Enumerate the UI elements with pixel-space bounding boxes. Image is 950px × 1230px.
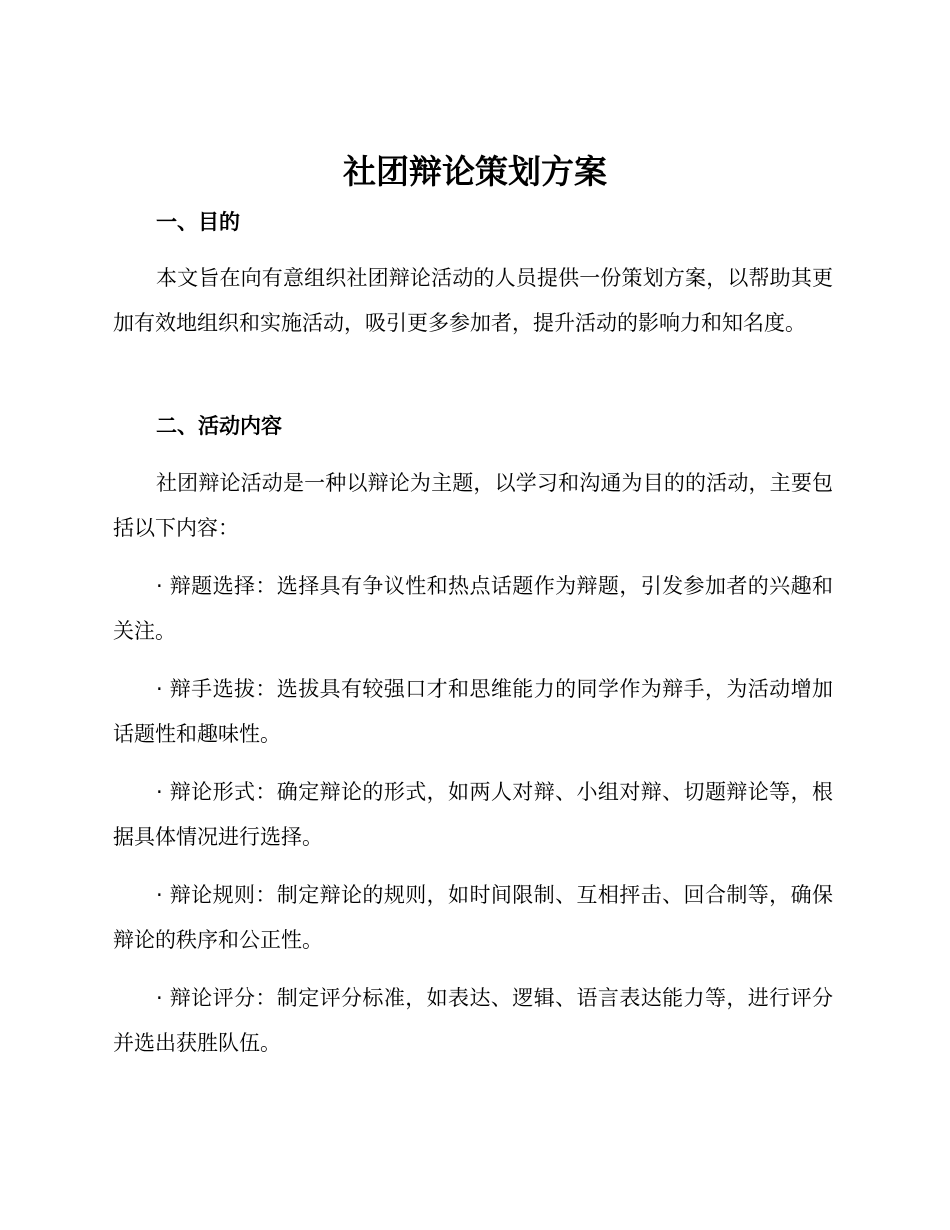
list-item-debate-format: · 辩论形式：确定辩论的形式，如两人对辩、小组对辩、切题辩论等，根据具体情况进行选择。 <box>113 780 833 849</box>
paragraph-activity-intro: 社团辩论活动是一种以辩论为主题，以学习和沟通为目的的活动，主要包括以下内容： <box>113 471 833 540</box>
list-item-debate-scoring: · 辩论评分：制定评分标准，如表达、逻辑、语言表达能力等，进行评分并选出获胜队伍。 <box>113 986 833 1055</box>
list-item-debate-rules: · 辩论规则：制定辩论的规则，如时间限制、互相抨击、回合制等，确保辩论的秩序和公正性。 <box>113 883 833 952</box>
document-title: 社团辩论策划方案 <box>343 152 607 191</box>
section-heading-activity-content: 二、活动内容 <box>156 414 282 438</box>
list-item-topic-selection: · 辩题选择：选择具有争议性和热点话题作为辩题，引发参加者的兴趣和关注。 <box>113 574 833 643</box>
paragraph-purpose: 本文旨在向有意组织社团辩论活动的人员提供一份策划方案，以帮助其更加有效地组织和实施活动，吸引更多参加者，提升活动的影响力和知名度。 <box>113 266 833 335</box>
section-heading-purpose: 一、目的 <box>156 210 240 234</box>
list-item-debater-selection: · 辩手选拔：选拔具有较强口才和思维能力的同学作为辩手，为活动增加话题性和趣味性。 <box>113 677 833 746</box>
